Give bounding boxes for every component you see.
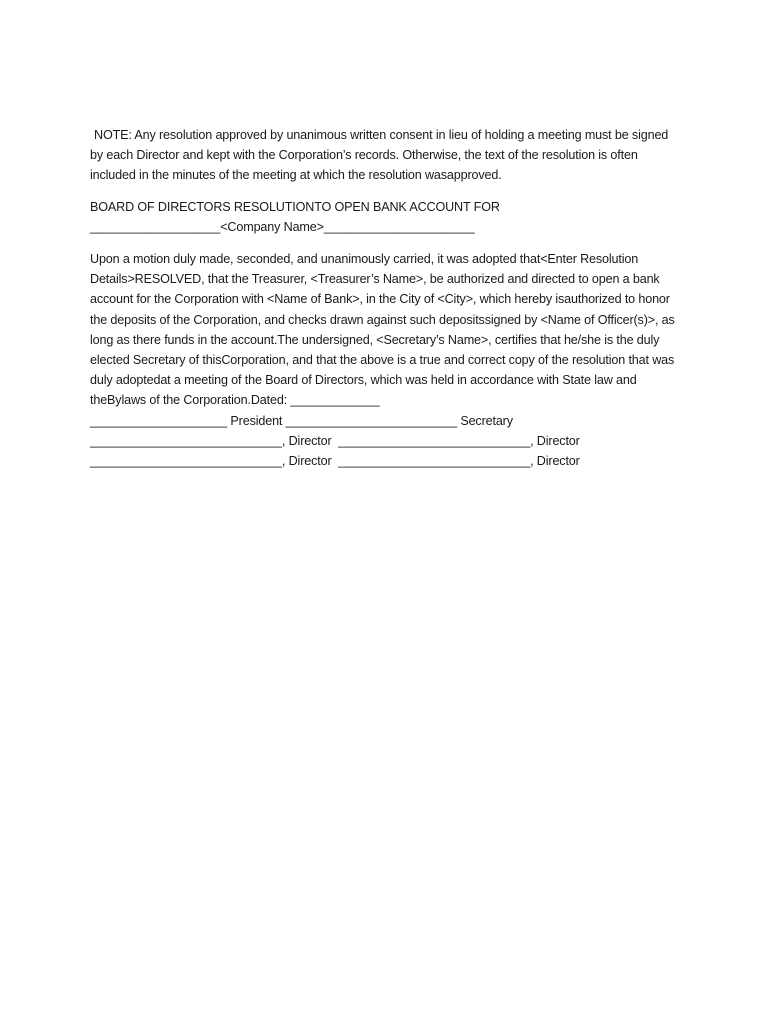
signature-line-officers: ____________________ President _________________________ Secretary [90, 413, 513, 428]
document-body [90, 125, 680, 471]
signature-line-directors-2: ____________________________, Director ____________________________, Director [90, 454, 580, 469]
note-paragraph: NOTE: Any resolution approved by unanimous written consent in lieu of holding a meeting must be signed by each Director and kept with the Corporation’s records. Otherwise, the text of the resolution is often included in the minutes of the meeting at which the resolution wasapproved. [90, 128, 672, 183]
signature-line-directors-1: ____________________________, Director ____________________________, Director [90, 433, 580, 448]
resolution-body: Upon a motion duly made, seconded, and unanimously carried, it was adopted that<Enter Resolution Details>RESOLVED, that the Treasurer, <Treasurer’s Name>, be authorized and directed to open a bank account for the Corporation with <Name of Bank>, in the City of <City>, which hereby isauthorized to honor the deposits of the Corporation, and checks drawn against such depositssigned by <Name of Officer(s)>, as long as there funds in the account.The undersigned, <Secretary’s Name>, certifies that he/she is the duly elected Secretary of thisCorporation, and that the above is a true and correct copy of the resolution that was duly adoptedat a meeting of the Board of Directors, which was held in accordance with State law and theBylaws of the Corporation.Dated: _____________ [90, 252, 679, 408]
resolution-heading: BOARD OF DIRECTORS RESOLUTIONTO OPEN BANK ACCOUNT FOR ___________________<Company Name>______________________ [90, 199, 507, 234]
